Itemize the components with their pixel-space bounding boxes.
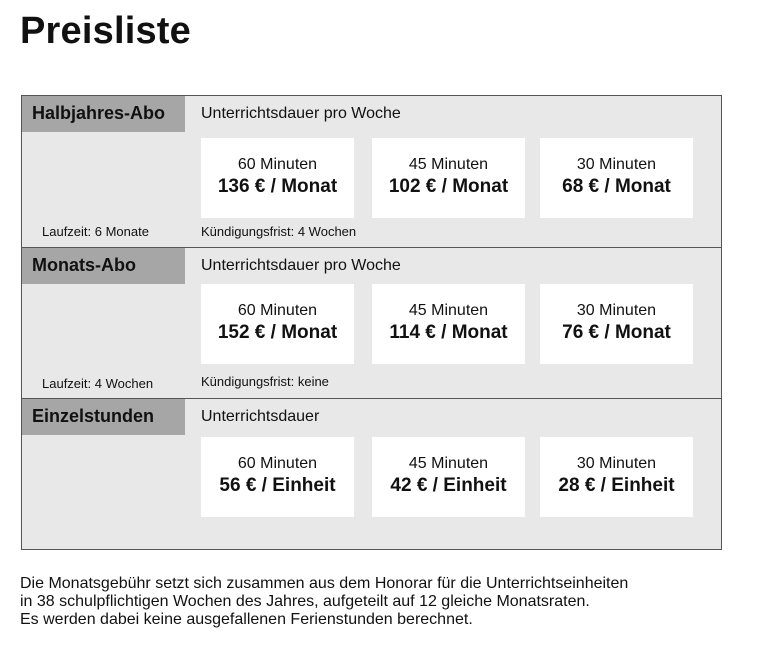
box-price: 136 € / Monat [217,176,338,197]
box-duration: 60 Minuten [237,302,318,319]
plan-term: Laufzeit: 4 Wochen [42,376,154,391]
price-table [21,95,722,550]
plan-term: Laufzeit: 6 Monate [42,224,149,239]
box-duration: 45 Minuten [408,156,489,173]
box-price: 42 € / Einheit [390,475,507,496]
box-price: 152 € / Monat [217,322,338,343]
plan-label: Einzelstunden [22,399,185,435]
box-price: 56 € / Einheit [219,475,336,496]
box-duration: 30 Minuten [576,156,657,173]
footnote-line: in 38 schulpflichtigen Wochen des Jahres, aufgeteilt auf 12 gleiche Monatsraten. [20,593,590,610]
box-duration: 30 Minuten [576,455,657,472]
footnote-line: Die Monatsgebühr setzt sich zusammen aus dem Honorar für die Unterrichtseinheiten [20,575,629,592]
footnote-line: Es werden dabei keine ausgefallenen Ferienstunden berechnet. [20,611,473,628]
price-box-30 [540,138,693,218]
plan-notice: Kündigungsfrist: 4 Wochen [201,224,357,239]
plan-label: Monats-Abo [22,248,185,284]
price-box-30 [540,437,693,517]
plan-label: Halbjahres-Abo [22,96,185,132]
plan-subtitle: Unterrichtsdauer [201,408,320,425]
plan-subtitle: Unterrichtsdauer pro Woche [201,257,401,274]
price-box-45 [372,284,525,364]
plan-halbjahres-abo [22,96,721,247]
box-price: 102 € / Monat [388,176,509,197]
price-box-60 [201,138,354,218]
price-box-45 [372,138,525,218]
box-duration: 60 Minuten [237,455,318,472]
plan-subtitle: Unterrichtsdauer pro Woche [201,105,401,122]
box-duration: 45 Minuten [408,455,489,472]
plan-notice: Kündigungsfrist: keine [201,374,329,389]
price-box-60 [201,284,354,364]
footnote [20,575,740,629]
plan-einzelstunden [22,398,721,550]
box-price: 68 € / Monat [562,176,671,197]
box-price: 76 € / Monat [562,322,671,343]
price-box-45 [372,437,525,517]
box-duration: 30 Minuten [576,302,657,319]
box-price: 28 € / Einheit [558,475,675,496]
box-duration: 45 Minuten [408,302,489,319]
price-box-60 [201,437,354,517]
page-title: Preisliste [20,10,191,52]
box-price: 114 € / Monat [389,322,508,343]
price-box-30 [540,284,693,364]
plan-monats-abo [22,247,721,399]
box-duration: 60 Minuten [237,156,318,173]
